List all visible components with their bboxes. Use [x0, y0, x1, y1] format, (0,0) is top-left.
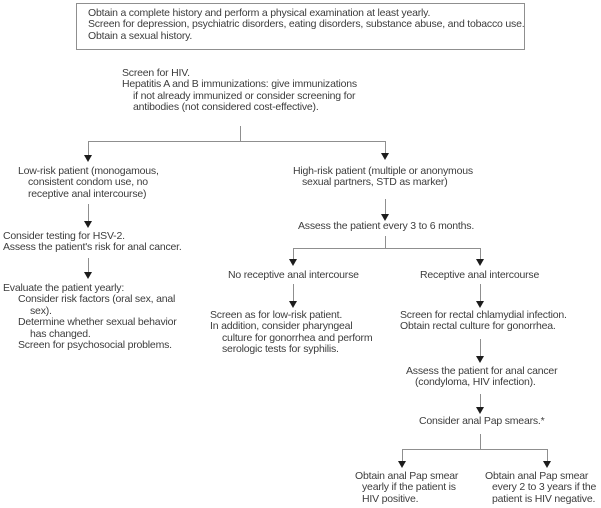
text-line: Obtain rectal culture for gonorrhea.	[400, 320, 556, 333]
arrow-down-icon	[398, 461, 406, 468]
arrow-down-icon	[289, 301, 297, 308]
text-line: No receptive anal intercourse	[228, 269, 359, 281]
text-line: Low-risk patient (monogamous,	[18, 165, 159, 177]
node-evaluate-yearly	[3, 283, 177, 351]
connector-to-low-risk	[88, 141, 89, 155]
text-line: Consider risk factors (oral sex, anal	[18, 293, 176, 306]
arrow-down-icon	[84, 272, 92, 279]
connector-analcancer-pap	[480, 394, 481, 407]
text-line: In addition, consider pharyngeal	[210, 320, 353, 333]
text-line: Obtain anal Pap smear	[485, 470, 589, 482]
arrow-down-icon	[543, 461, 551, 468]
arrow-down-icon	[476, 259, 484, 266]
arrow-down-icon	[381, 153, 389, 160]
arrow-down-icon	[476, 407, 484, 414]
text-line: Screen for psychosocial problems.	[18, 339, 172, 352]
text-line: culture for gonorrhea and perform	[222, 331, 373, 344]
text-line: has changed.	[30, 327, 91, 340]
text-line: antibodies (not considered cost-effective).	[133, 101, 319, 114]
text-line: Determine whether sexual behavior	[18, 316, 177, 329]
node-no-receptive	[228, 270, 359, 281]
node-high-risk-patient	[293, 166, 473, 189]
text-line: sex).	[30, 304, 52, 317]
text-line: Screen for HIV.	[122, 67, 190, 79]
connector-to-high-risk	[385, 141, 386, 153]
connector-hiv-stub	[240, 126, 241, 141]
text-line: Receptive anal intercourse	[420, 269, 540, 281]
connector-receptive-rectal	[480, 284, 481, 301]
node-receptive	[420, 270, 539, 281]
connector-hsv2-evaluate	[88, 258, 89, 272]
arrow-down-icon	[84, 155, 92, 162]
connector-second-branch	[293, 248, 481, 249]
connector-third-branch	[402, 449, 548, 450]
node-screen-hiv	[122, 68, 357, 114]
connector-rectal-analcancer	[480, 339, 481, 356]
node-history-exam-box	[76, 3, 525, 50]
text-line: Assess the patient for anal cancer	[406, 365, 558, 377]
text-line: Evaluate the patient yearly:	[3, 282, 125, 294]
arrow-down-icon	[289, 259, 297, 266]
text-line: receptive anal intercourse)	[28, 187, 147, 200]
node-pap-hiv-negative	[485, 471, 596, 505]
connector-main-branch	[88, 141, 386, 142]
text-line: Screen for depression, psychiatric disorders, eating disorders, substance abuse, and tobacco use.	[88, 18, 525, 31]
node-assess-anal-cancer	[406, 366, 557, 389]
arrow-down-icon	[476, 301, 484, 308]
text-line: Obtain a sexual history.	[88, 29, 193, 42]
arrow-down-icon	[476, 356, 484, 363]
text-line: Consider anal Pap smears.*	[419, 415, 545, 427]
text-line: every 2 to 3 years if the	[492, 481, 597, 494]
text-line: (condyloma, HIV infection).	[415, 376, 536, 389]
text-line: Screen for rectal chlamydial infection.	[400, 309, 567, 321]
node-screen-as-low-risk	[210, 310, 372, 356]
text-line: yearly if the patient is	[362, 481, 456, 494]
text-line: consistent condom use, no	[28, 176, 148, 189]
connector-pap-stub	[480, 434, 481, 449]
node-screen-rectal	[400, 310, 567, 333]
node-assess-interval	[298, 221, 474, 232]
connector-highrisk-assess	[385, 199, 386, 214]
connector-to-receptive	[480, 248, 481, 259]
node-pap-hiv-positive	[355, 471, 458, 505]
text-line: High-risk patient (multiple or anonymous	[293, 165, 473, 177]
text-line: Consider testing for HSV-2.	[3, 230, 125, 242]
connector-noreceptive-screen	[293, 284, 294, 301]
node-hsv2-testing	[3, 231, 182, 254]
connector-to-hiv-negative	[547, 449, 548, 461]
text-line: Obtain anal Pap smear	[355, 470, 459, 482]
text-line: patient is HIV negative.	[492, 492, 596, 505]
text-line: if not already immunized or consider screening for	[133, 89, 356, 102]
node-consider-pap	[419, 416, 545, 427]
text-line: HIV positive.	[362, 492, 419, 505]
text-line: Obtain a complete history and perform a physical examination at least yearly.	[88, 7, 431, 19]
arrow-down-icon	[84, 221, 92, 228]
connector-to-hiv-positive	[402, 449, 403, 461]
text-line: serologic tests for syphilis.	[222, 343, 339, 356]
text-line: Assess the patient every 3 to 6 months.	[298, 220, 475, 232]
connector-to-no-receptive	[293, 248, 294, 259]
node-low-risk-patient	[18, 166, 159, 200]
text-line: Hepatitis A and B immunizations: give immunizations	[122, 78, 357, 91]
text-line: Screen as for low-risk patient.	[210, 309, 343, 321]
text-line: Assess the patient's risk for anal cancer.	[3, 241, 182, 254]
connector-assess-stub	[385, 236, 386, 248]
text-line: sexual partners, STD as marker)	[302, 176, 448, 189]
connector-lowrisk-hsv2	[88, 204, 89, 221]
